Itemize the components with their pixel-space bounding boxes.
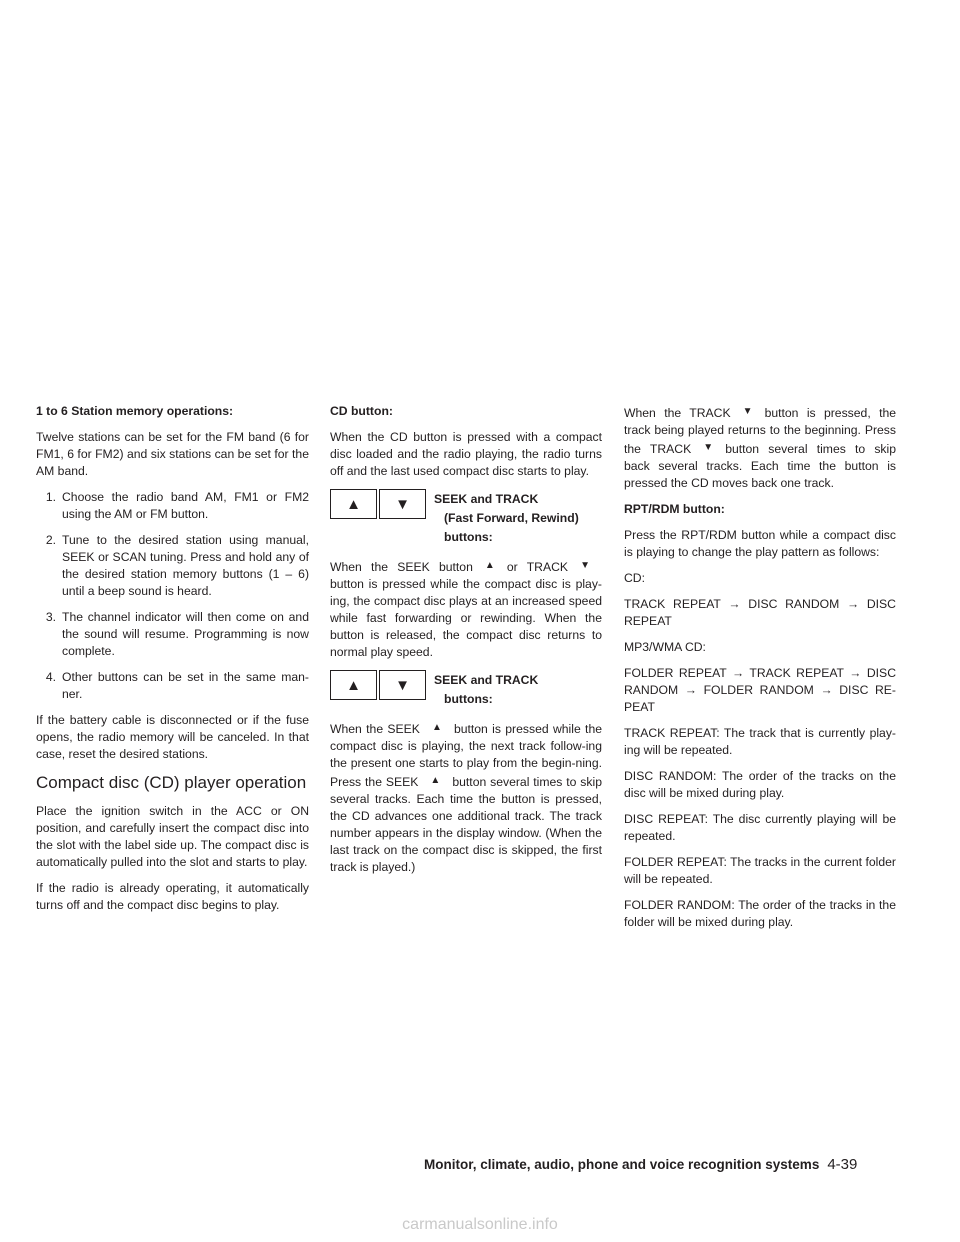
text-span: When the SEEK button [330,560,473,574]
text-span: When the TRACK [624,406,731,420]
list-item [36,532,309,600]
seek-track-text [330,719,602,876]
track-repeat-def: TRACK REPEAT: The track that is currently play-ing will be repeated. [624,726,896,757]
cd-button-heading: CD button: [330,404,393,418]
text-span: button several times to skip back several tracks. Each time the button is pressed the CD moves back one track. [624,442,896,490]
rpt-rdm-text: Press the RPT/RDM button while a compact disc is playing to change the play pattern as follows: [624,528,896,559]
battery-note: If the battery cable is disconnected or if the fuse opens, the radio memory will be canceled. In that case, reset the desired stations. [36,713,309,761]
text-span: button several times to skip several tracks. Each time the button is pressed, the CD advances one additional track. The track number appears in the display window. (When the last track on the compact disc is skipped, the first track is played.) [330,775,602,874]
step-number: 1. [45,490,56,504]
station-memory-steps [36,489,309,703]
arrow-down-icon: ▼ [580,560,590,571]
track-button-text [624,403,896,492]
track-button-figure [379,489,426,519]
arrow-down-icon: ▼ [395,676,410,694]
mp3-sequence: FOLDER REPEAT → TRACK REPEAT → DISC RANDOM → FOLDER RANDOM → DISC RE-PEAT [624,666,896,714]
arrow-down-icon: ▼ [395,495,410,513]
step-text: The channel indicator will then come on and the sound will resume. Programming is now complete. [62,610,309,658]
footer-title: Monitor, climate, audio, phone and voice recognition systems [424,1157,820,1172]
cd-section-title: Compact disc (CD) player operation [36,773,307,792]
ff-label-line: buttons: [444,530,493,544]
text-span: When the SEEK [330,722,420,736]
arrow-down-icon: ▼ [742,406,753,417]
cd-sequence: TRACK REPEAT → DISC RANDOM → DISC REPEAT [624,597,896,628]
ff-rewind-label [434,489,579,547]
arrow-up-icon: ▲ [484,560,495,571]
list-item [36,669,309,703]
text-span: or TRACK [506,560,569,574]
st-label-line: SEEK and TRACK [434,673,539,687]
text-span: button is pressed while the compact disc is play-ing, the compact disc plays at an increased speed while fast forwarding or rewinding. When the button is released, the compact disc returns to normal play speed. [330,577,602,659]
cd-button-text: When the CD button is pressed with a compact disc loaded and the radio playing, the radio turns off and the last used compact disc starts to play. [330,430,602,478]
radio-on-text: If the radio is already operating, it automatically turns off and the compact disc begins to play. [36,881,309,912]
seek-button-figure [330,489,377,519]
page-footer [424,1156,857,1173]
column-2 [330,403,602,885]
station-memory-intro: Twelve stations can be set for the FM band (6 for FM1, 6 for FM2) and six stations can be set for the AM band. [36,430,309,478]
step-text: Other buttons can be set in the same man-ner. [62,670,309,701]
ff-rewind-text [330,557,602,661]
text-span: button is pressed while the compact disc is playing, the next track follow-ing the present one starts to play from the begin-ning. Press the SEEK [330,722,602,789]
ff-rewind-button-figure [330,489,602,547]
rpt-rdm-heading: RPT/RDM button: [624,502,725,516]
step-number: 2. [45,533,56,547]
mp3-label: MP3/WMA CD: [624,640,706,654]
track-button-figure [379,670,426,700]
text-span: button is pressed, the track being played returns to the beginning. Press the TRACK [624,406,897,456]
cd-label: CD: [624,571,645,585]
step-number: 3. [45,610,56,624]
seek-button-figure [330,670,377,700]
arrow-up-icon: ▲ [346,676,361,694]
arrow-up-icon: ▲ [346,495,361,513]
step-text: Tune to the desired station using manual, SEEK or SCAN tuning. Press and hold any of the desired station memory buttons (1 – 6) until a beep sound is heard. [62,533,309,598]
arrow-down-icon: ▼ [703,442,714,453]
disc-random-def: DISC RANDOM: The order of the tracks on the disc will be mixed during play. [624,769,896,800]
st-label-line: buttons: [444,692,493,706]
step-number: 4. [45,670,56,684]
column-1 [36,403,309,923]
disc-repeat-def: DISC REPEAT: The disc currently playing will be repeated. [624,812,896,843]
list-item [36,609,309,660]
arrow-up-icon: ▲ [432,722,442,733]
watermark: carmanualsonline.info [402,1216,558,1233]
ff-label-line: SEEK and TRACK [434,492,539,506]
seek-track-label [434,670,538,709]
ff-label-line: (Fast Forward, Rewind) [444,511,579,525]
column-3 [624,403,896,940]
step-text: Choose the radio band AM, FM1 or FM2 using the AM or FM button. [62,490,309,521]
folder-repeat-def: FOLDER REPEAT: The tracks in the current folder will be repeated. [624,855,896,886]
station-memory-heading: 1 to 6 Station memory operations: [36,404,234,418]
folder-random-def: FOLDER RANDOM: The order of the tracks in the folder will be mixed during play. [624,898,896,929]
seek-track-button-figure [330,670,602,709]
page-number: 4-39 [827,1156,858,1173]
list-item [36,489,309,523]
cd-insert-text: Place the ignition switch in the ACC or ON position, and carefully insert the compact disc into the slot with the label side up. The compact disc is automatically pulled into the slot and starts to play. [36,804,309,869]
arrow-up-icon: ▲ [430,775,441,786]
